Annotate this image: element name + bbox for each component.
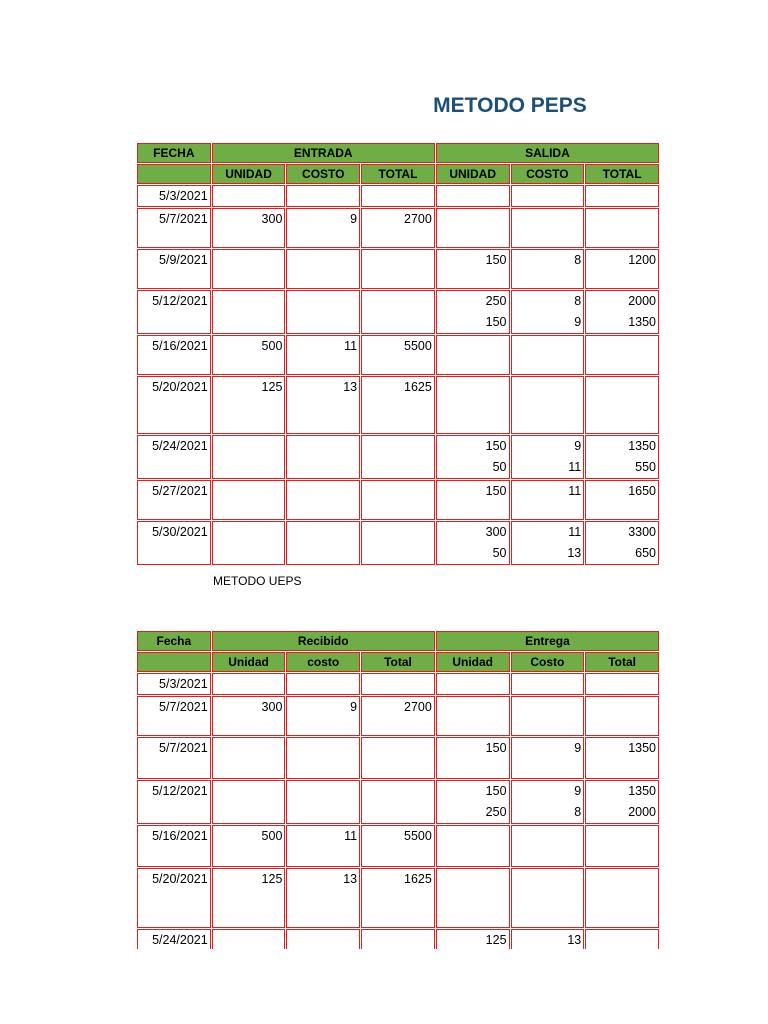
cell-value: 150 (485, 253, 507, 267)
header-salida-total: TOTAL (585, 164, 659, 184)
header-recibido-costo: costo (286, 652, 360, 672)
cell-value: 550 (635, 460, 656, 474)
entrada-costo-cell: 13 (286, 868, 360, 928)
entrada-unidad-cell: 500 (212, 825, 286, 867)
cell-value: 8 (574, 253, 582, 267)
date-cell: 5/30/2021 (137, 521, 211, 565)
salida-total-cell (585, 868, 659, 928)
entrada-unidad-cell (212, 737, 286, 779)
salida-total-cell (585, 376, 659, 434)
cell-value: 8 (574, 294, 582, 308)
cell-value (588, 930, 656, 949)
header-entrega-costo: Costo (511, 652, 585, 672)
peps-title: METODO PEPS (433, 94, 587, 117)
entrada-costo-cell: 9 (286, 208, 360, 248)
entrada-unidad-cell (212, 929, 286, 949)
salida-unidad-cell (436, 929, 510, 949)
entrada-total-cell (361, 929, 435, 949)
entrada-costo-cell: 13 (286, 376, 360, 434)
table-row (137, 290, 659, 334)
date-cell: 5/9/2021 (137, 249, 211, 289)
cell-value: 2000 (628, 805, 656, 819)
cell-value: 2000 (628, 294, 656, 308)
date-cell: 5/7/2021 (137, 737, 211, 779)
entrada-total-cell (361, 249, 435, 289)
salida-unidad-cell (436, 335, 510, 375)
salida-costo-cell (511, 673, 585, 695)
entrada-unidad-cell (212, 249, 286, 289)
entrada-unidad-cell: 300 (212, 208, 286, 248)
entrada-total-cell (361, 290, 435, 334)
salida-costo-cell (511, 480, 585, 520)
cell-value: 9 (574, 315, 582, 329)
header-blank (137, 652, 211, 672)
salida-total-cell (585, 290, 659, 334)
header-recibido-unidad: Unidad (212, 652, 286, 672)
cell-value: 1350 (628, 315, 656, 329)
table-row (137, 780, 659, 824)
header-fecha: Fecha (137, 631, 211, 651)
header-entrada: ENTRADA (212, 143, 435, 163)
salida-costo-cell (511, 376, 585, 434)
entrada-costo-cell (286, 780, 360, 824)
table-row (137, 825, 659, 867)
salida-total-cell (585, 208, 659, 248)
cell-value: 50 (492, 546, 507, 560)
entrada-total-cell: 2700 (361, 208, 435, 248)
salida-unidad-cell (436, 780, 510, 824)
ueps-title: METODO UEPS (213, 574, 302, 588)
table-row (137, 696, 659, 736)
cell-value: 1350 (628, 784, 656, 798)
table-row (137, 185, 659, 207)
header-entrada-costo: COSTO (286, 164, 360, 184)
salida-unidad-cell (436, 185, 510, 207)
entrada-total-cell (361, 521, 435, 565)
entrada-total-cell (361, 737, 435, 779)
cell-value: 11 (568, 484, 582, 498)
cell-value: 1650 (628, 484, 656, 498)
salida-total-cell (585, 780, 659, 824)
cell-value: 50 (492, 460, 507, 474)
table-row (137, 208, 659, 248)
cell-value: 250 (485, 805, 507, 819)
salida-unidad-cell (436, 208, 510, 248)
entrada-total-cell (361, 480, 435, 520)
salida-unidad-cell (436, 376, 510, 434)
header-entrada-total: TOTAL (361, 164, 435, 184)
cell-value: 150 (485, 315, 507, 329)
table-row (137, 521, 659, 565)
cell-value: 1200 (628, 253, 656, 267)
date-cell: 5/20/2021 (137, 376, 211, 434)
header-recibido: Recibido (212, 631, 435, 651)
table-row (137, 737, 659, 779)
entrada-costo-cell (286, 435, 360, 479)
entrada-costo-cell: 11 (286, 825, 360, 867)
salida-costo-cell (511, 249, 585, 289)
salida-total-cell (585, 185, 659, 207)
header-salida-unidad: UNIDAD (436, 164, 510, 184)
salida-total-cell (585, 929, 659, 949)
salida-costo-cell (511, 335, 585, 375)
table-row (137, 673, 659, 695)
header-entrega: Entrega (436, 631, 659, 651)
entrada-unidad-cell: 500 (212, 335, 286, 375)
cell-value: 13 (567, 546, 582, 560)
header-fecha: FECHA (137, 143, 211, 163)
ueps-table-clip (134, 628, 666, 949)
salida-costo-cell (511, 825, 585, 867)
entrada-costo-cell (286, 737, 360, 779)
salida-unidad-cell (436, 673, 510, 695)
entrada-costo-cell (286, 521, 360, 565)
date-cell: 5/24/2021 (137, 435, 211, 479)
salida-costo-cell (511, 435, 585, 479)
cell-value: 9 (574, 439, 582, 453)
salida-unidad-cell (436, 435, 510, 479)
entrada-unidad-cell: 125 (212, 376, 286, 434)
ueps-table (136, 630, 660, 949)
salida-costo-cell (511, 737, 585, 779)
date-cell: 5/16/2021 (137, 335, 211, 375)
entrada-total-cell (361, 780, 435, 824)
table-row (137, 929, 659, 949)
date-cell: 5/3/2021 (137, 673, 211, 695)
date-cell: 5/12/2021 (137, 290, 211, 334)
date-cell: 5/7/2021 (137, 208, 211, 248)
cell-value: 650 (635, 546, 656, 560)
date-cell: 5/20/2021 (137, 868, 211, 928)
table-row (137, 435, 659, 479)
salida-unidad-cell (436, 696, 510, 736)
salida-total-cell (585, 737, 659, 779)
peps-table (136, 142, 660, 566)
table-row (137, 480, 659, 520)
salida-unidad-cell (436, 249, 510, 289)
salida-unidad-cell (436, 825, 510, 867)
table-row (137, 376, 659, 434)
entrada-unidad-cell: 300 (212, 696, 286, 736)
salida-unidad-cell (436, 521, 510, 565)
header-entrega-unidad: Unidad (436, 652, 510, 672)
entrada-costo-cell: 11 (286, 335, 360, 375)
entrada-costo-cell: 9 (286, 696, 360, 736)
entrada-costo-cell (286, 673, 360, 695)
entrada-total-cell (361, 185, 435, 207)
peps-body (137, 185, 659, 565)
cell-value: 150 (485, 484, 507, 498)
salida-total-cell (585, 480, 659, 520)
entrada-costo-cell (286, 185, 360, 207)
cell-value: 13 (567, 933, 582, 947)
salida-total-cell (585, 249, 659, 289)
entrada-unidad-cell (212, 435, 286, 479)
date-cell: 5/24/2021 (137, 929, 211, 949)
salida-unidad-cell (436, 290, 510, 334)
entrada-total-cell: 5500 (361, 825, 435, 867)
salida-total-cell (585, 335, 659, 375)
entrada-unidad-cell (212, 290, 286, 334)
salida-costo-cell (511, 780, 585, 824)
cell-value: 150 (485, 784, 507, 798)
date-cell: 5/12/2021 (137, 780, 211, 824)
salida-total-cell (585, 673, 659, 695)
cell-value: 1350 (628, 741, 656, 755)
entrada-total-cell: 1625 (361, 868, 435, 928)
ueps-body (137, 673, 659, 949)
entrada-unidad-cell (212, 185, 286, 207)
salida-costo-cell (511, 696, 585, 736)
entrada-total-cell (361, 435, 435, 479)
entrada-costo-cell (286, 249, 360, 289)
salida-total-cell (585, 696, 659, 736)
entrada-total-cell: 2700 (361, 696, 435, 736)
header-salida: SALIDA (436, 143, 659, 163)
date-cell: 5/7/2021 (137, 696, 211, 736)
cell-value: 125 (485, 933, 507, 947)
salida-costo-cell (511, 868, 585, 928)
header-recibido-total: Total (361, 652, 435, 672)
salida-total-cell (585, 521, 659, 565)
salida-unidad-cell (436, 868, 510, 928)
salida-costo-cell (511, 929, 585, 949)
salida-unidad-cell (436, 737, 510, 779)
header-entrada-unidad: UNIDAD (212, 164, 286, 184)
table-row (137, 868, 659, 928)
salida-total-cell (585, 435, 659, 479)
entrada-unidad-cell (212, 480, 286, 520)
entrada-total-cell: 1625 (361, 376, 435, 434)
entrada-unidad-cell (212, 521, 286, 565)
cell-value: 1350 (628, 439, 656, 453)
salida-costo-cell (511, 521, 585, 565)
cell-value: 11 (568, 460, 582, 474)
cell-value: 8 (574, 805, 582, 819)
cell-value: 150 (485, 741, 507, 755)
cell-value: 9 (574, 741, 582, 755)
cell-value: 3300 (628, 525, 656, 539)
entrada-total-cell: 5500 (361, 335, 435, 375)
cell-value: 9 (574, 784, 582, 798)
salida-costo-cell (511, 185, 585, 207)
entrada-total-cell (361, 673, 435, 695)
cell-value: 300 (485, 525, 507, 539)
cell-value: 11 (568, 525, 582, 539)
entrada-costo-cell (286, 480, 360, 520)
cell-value: 150 (485, 439, 507, 453)
entrada-unidad-cell (212, 780, 286, 824)
entrada-costo-cell (286, 290, 360, 334)
header-salida-costo: COSTO (511, 164, 585, 184)
salida-unidad-cell (436, 480, 510, 520)
header-entrega-total: Total (585, 652, 659, 672)
entrada-costo-cell (286, 929, 360, 949)
table-row (137, 249, 659, 289)
entrada-unidad-cell: 125 (212, 868, 286, 928)
salida-total-cell (585, 825, 659, 867)
entrada-unidad-cell (212, 673, 286, 695)
cell-value: 250 (485, 294, 507, 308)
date-cell: 5/16/2021 (137, 825, 211, 867)
salida-costo-cell (511, 290, 585, 334)
date-cell: 5/3/2021 (137, 185, 211, 207)
date-cell: 5/27/2021 (137, 480, 211, 520)
header-blank (137, 164, 211, 184)
table-row (137, 335, 659, 375)
salida-costo-cell (511, 208, 585, 248)
